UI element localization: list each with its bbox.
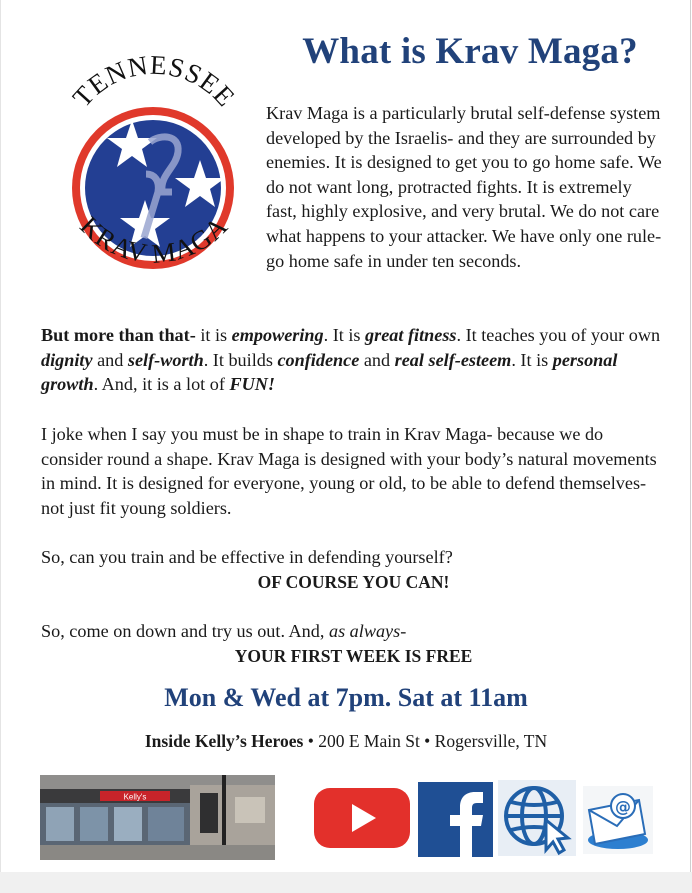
question-text: So, can you train and be effective in defending yourself? [41, 547, 453, 567]
benefits-paragraph [41, 323, 666, 397]
storefront-photo [40, 775, 275, 860]
benefits-text: and [359, 349, 395, 370]
page-title: What is Krav Maga? [302, 31, 638, 72]
storefront-sign: Kelly's [123, 792, 147, 802]
word-personal-growth: personal growth [41, 349, 618, 395]
as-always-text: as always- [328, 621, 407, 641]
email-icon[interactable] [583, 786, 653, 854]
venue-name: Inside Kelly’s Heroes [144, 731, 304, 751]
free-week-offer: YOUR FIRST WEEK IS FREE [234, 645, 473, 666]
benefits-text: . It is [511, 349, 553, 370]
benefits-text: . It is [323, 325, 366, 345]
facebook-icon[interactable] [418, 782, 493, 857]
word-confidence: confidence [277, 349, 360, 370]
svg-text:@: @ [615, 797, 631, 816]
youtube-icon[interactable] [312, 786, 412, 850]
street-address: • 200 E Main St • Rogersville, TN [303, 731, 548, 751]
svg-text:KRAV MAGA: KRAV MAGA [74, 210, 234, 270]
svg-text:TENNESSEE: TENNESSEE [66, 49, 242, 113]
question-paragraph [41, 545, 666, 594]
shape-paragraph: I joke when I say you must be in shape to train in Krav Maga- because we do consider round a shape. Krav Maga is designed with your body’s natural movements in mind. It is designed for everyone, young or old, to be able to defend themselves- not just fit young soldiers. [41, 424, 657, 518]
word-great-fitness: great fitness [365, 325, 457, 345]
benefits-text: and [92, 349, 128, 370]
tennessee-krav-maga-logo [50, 42, 255, 292]
benefits-text: it is [195, 325, 232, 345]
benefits-lead: But more than that- [41, 325, 196, 345]
benefits-text: . And, it is a lot of [93, 374, 230, 395]
word-dignity: dignity [41, 349, 93, 370]
benefits-text: . It teaches you of your own [456, 325, 661, 345]
word-self-esteem: real self-esteem [394, 349, 512, 370]
word-empowering: empowering [231, 325, 324, 345]
intro-paragraph: Krav Maga is a particularly brutal self-defense system developed by the Israelis- and they are surrounded by enemies. It is designed to get you to go home safe. We do not want long, protracted fights. It is extremely fast, highly explosive, and very brutal. We do not care what happens to your attacker. We have only one rule- go home safe in under ten seconds. [266, 103, 662, 271]
invite-text: So, come on down and try us out. And, [41, 621, 329, 641]
word-fun: FUN! [229, 374, 275, 395]
invite-paragraph [41, 619, 666, 668]
class-schedule: Mon & Wed at 7pm. Sat at 11am [164, 683, 528, 712]
page-footer-band [0, 872, 692, 893]
globe-icon[interactable] [498, 780, 576, 856]
address-line [0, 731, 692, 752]
benefits-text: . It builds [203, 349, 278, 370]
answer-text: OF COURSE YOU CAN! [257, 571, 450, 592]
word-self-worth: self-worth [127, 349, 204, 370]
